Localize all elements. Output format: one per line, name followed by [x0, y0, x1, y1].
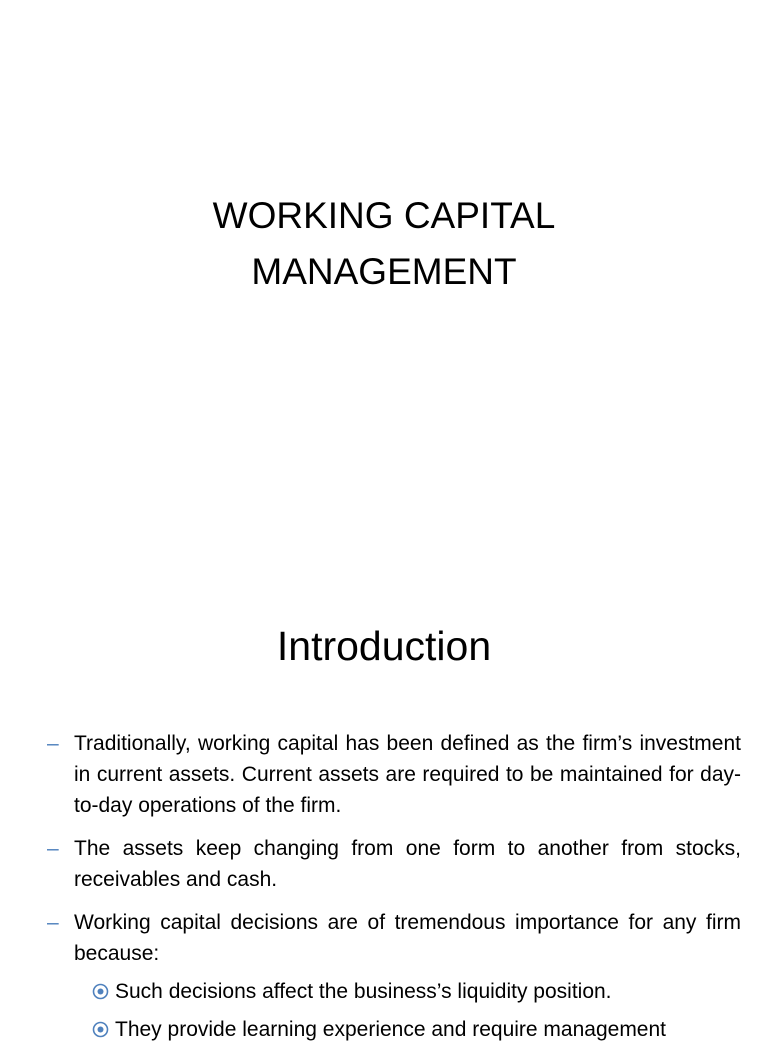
bullet-text: Working capital decisions are of tremendous importance for any firm because:	[74, 911, 741, 965]
bullet-list	[47, 728, 741, 1057]
bullet-item	[47, 833, 741, 895]
bullet-text: The assets keep changing from one form to another from stocks, receivables and cash.	[74, 837, 741, 891]
sub-bullet-list	[74, 976, 741, 1045]
sub-bullet-item	[92, 976, 741, 1007]
title-line-1: WORKING CAPITAL	[212, 195, 556, 236]
dash-bullet-icon: –	[47, 911, 59, 934]
sub-bullet-text: They provide learning experience and require management	[115, 1018, 667, 1041]
presentation-title	[0, 188, 768, 299]
circled-dot-icon	[92, 983, 109, 1000]
introduction-slide	[0, 576, 768, 1041]
title-line-2: MANAGEMENT	[251, 250, 517, 292]
dash-bullet-icon: –	[47, 837, 59, 860]
sub-bullet-item	[92, 1014, 741, 1045]
slide-title: Introduction	[276, 623, 492, 669]
bullet-text: Traditionally, working capital has been defined as the firm’s investment in current assets. Current assets are required to be maintained for day-to-day operations of the firm.	[74, 732, 741, 817]
circled-dot-icon	[92, 1021, 109, 1038]
bullet-item	[47, 728, 741, 821]
bullet-item	[47, 907, 741, 1045]
sub-bullet-text: Such decisions affect the business’s liquidity position.	[115, 980, 612, 1003]
dash-bullet-icon: –	[47, 732, 59, 755]
